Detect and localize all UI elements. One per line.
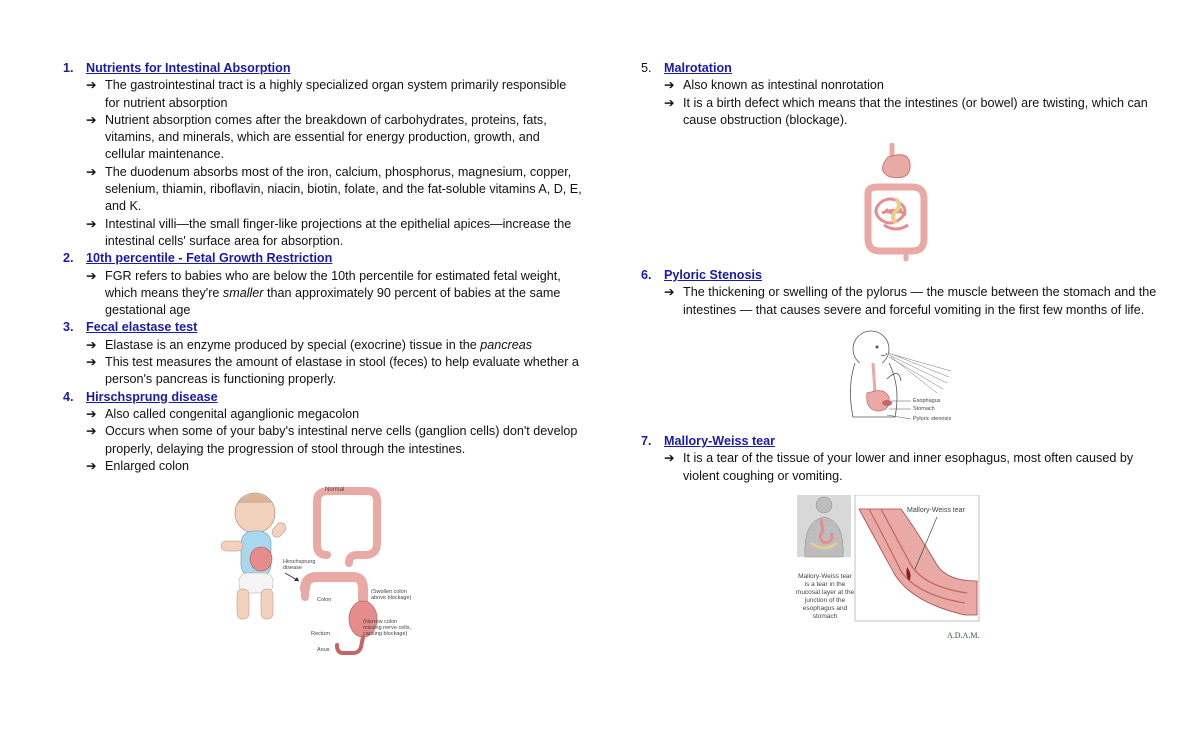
arrow-icon: ➔	[86, 216, 97, 231]
section-title-link[interactable]: Hirschsprung disease	[86, 389, 218, 404]
hirschsprung-figure	[213, 485, 413, 655]
bullet-item	[641, 450, 1161, 485]
section-number: 2.	[63, 251, 74, 266]
bullet-item	[641, 77, 1161, 94]
arrow-icon: ➔	[86, 424, 97, 439]
label-pyloric-stenosis: Pyloric stenosis	[913, 416, 952, 423]
mallory-weiss-title: Mallory-Weiss tear	[907, 506, 965, 514]
section-number: 7.	[641, 434, 652, 449]
section-number: 5.	[641, 61, 652, 75]
section-title-link[interactable]: Mallory-Weiss tear	[664, 434, 776, 449]
label-stomach: Stomach	[913, 406, 935, 413]
bullet-text: Also known as intestinal nonrotation	[683, 78, 884, 93]
arrow-icon: ➔	[664, 78, 675, 93]
bullet-text: Intestinal villi—the small finger-like projections at the epithelial apices—increase the intestinal cells' surface area for absorption.	[105, 216, 572, 248]
arrow-icon: ➔	[664, 285, 675, 300]
arrow-icon: ➔	[86, 268, 97, 283]
bullet-text: It is a birth defect which means that the intestines (or bowel) are twisting, which can cause obstruction (blockage).	[683, 95, 1148, 127]
bullet-item	[63, 216, 583, 251]
arrow-icon: ➔	[86, 164, 97, 179]
bullet-item	[63, 406, 583, 423]
bullet-emphasis: pancreas	[480, 337, 533, 352]
pyloric-stenosis-figure	[837, 327, 957, 427]
bullet-item	[63, 77, 583, 112]
section-4	[63, 389, 583, 475]
bullet-text: Nutrient absorption comes after the breakdown of carbohydrates, proteins, fats, vitamins, and minerals, which are essential for energy production, growth, and cellular maintenance.	[105, 112, 547, 162]
section-6	[641, 267, 1161, 319]
adam-logo: A.D.A.M.	[947, 630, 980, 640]
bullet-emphasis: smaller	[222, 285, 264, 300]
bullet-text: It is a tear of the tissue of your lower and inner esophagus, most often caused by violent coughing or vomiting.	[683, 451, 1134, 483]
pyloric-stenosis-illustration	[837, 327, 957, 427]
section-number: 6.	[641, 268, 652, 283]
section-number: 4.	[63, 389, 74, 404]
section-5	[641, 60, 1161, 129]
malrotation-illustration	[846, 143, 946, 261]
section-1	[63, 60, 583, 250]
right-column	[641, 60, 1161, 647]
arrow-icon: ➔	[86, 355, 97, 370]
section-number: 1.	[63, 61, 74, 75]
bullet-item	[63, 268, 583, 320]
label-swollen: (Swollen colon above blockage)	[371, 589, 412, 602]
bullet-text: Occurs when some of your baby's intestinal nerve cells (ganglion cells) don't develop properly, delaying the progression of stool through the intestines.	[105, 424, 578, 456]
section-title-link[interactable]: 10th percentile - Fetal Growth Restriction	[86, 251, 333, 266]
label-rectum: Rectum	[311, 631, 330, 638]
bullet-text: Elastase is an enzyme produced by special (exocrine) tissue in the	[105, 337, 481, 352]
section-2	[63, 250, 583, 319]
section-title-link[interactable]: Nutrients for Intestinal Absorption	[86, 61, 291, 75]
label-colon: Colon	[317, 597, 332, 604]
bullet-text: This test measures the amount of elastase in stool (feces) to help evaluate whether a person's pancreas is functioning properly.	[105, 355, 579, 387]
bullet-item	[63, 164, 583, 216]
bullet-text: Also called congenital aganglionic megacolon	[105, 406, 360, 421]
mallory-weiss-figure	[797, 495, 987, 647]
left-column	[63, 60, 583, 655]
bullet-text: The thickening or swelling of the pylorus — the muscle between the stomach and the intestines — that causes severe and forceful vomiting in the first few months of life.	[683, 285, 1157, 317]
mallory-weiss-illustration	[797, 495, 987, 647]
label-narrow: (Narrow colon missing nerve cells, causing blockage)	[363, 619, 411, 638]
label-hirschsprung: Hirschsprung disease	[283, 559, 316, 572]
arrow-icon: ➔	[86, 78, 97, 93]
section-title-link[interactable]: Fecal elastase test	[86, 320, 198, 335]
arrow-icon: ➔	[86, 406, 97, 421]
bullet-text: than approximately 90 percent of babies at the same gestational age	[105, 285, 561, 318]
section-title-link[interactable]: Malrotation	[664, 61, 732, 75]
section-3	[63, 319, 583, 388]
arrow-icon: ➔	[86, 337, 97, 352]
section-number: 3.	[63, 320, 74, 335]
label-anus: Anus	[317, 647, 330, 654]
bullet-item	[641, 95, 1161, 130]
bullet-item	[641, 284, 1161, 319]
label-normal: Normal	[325, 487, 345, 494]
arrow-icon: ➔	[664, 451, 675, 466]
malrotation-figure	[846, 143, 946, 261]
bullet-item	[63, 337, 583, 354]
section-7	[641, 433, 1161, 485]
arrow-icon: ➔	[664, 95, 675, 110]
section-title-link[interactable]: Pyloric Stenosis	[664, 268, 762, 283]
bullet-text: Enlarged colon	[105, 458, 190, 473]
bullet-text: The gastrointestinal tract is a highly specialized organ system primarily responsible for nutrient absorption	[105, 78, 567, 110]
bullet-text: The duodenum absorbs most of the iron, calcium, phosphorus, magnesium, copper, selenium, thiamin, riboflavin, niacin, biotin, folate, and the fat-soluble vitamins A, D, E, and K.	[105, 164, 582, 214]
bullet-item	[63, 354, 583, 389]
arrow-icon: ➔	[86, 458, 97, 473]
bullet-text: FGR refers to babies who are below the 10th percentile for estimated fetal weight, which means they're	[105, 268, 561, 300]
arrow-icon: ➔	[86, 112, 97, 127]
bullet-item	[63, 458, 583, 475]
bullet-item	[63, 423, 583, 458]
label-esophagus: Esophagus	[913, 398, 941, 405]
mallory-weiss-caption: Mallory-Weiss tear is a tear in the mucosal layer at the junction of the esophagus and stomach	[795, 572, 855, 620]
bullet-item	[63, 112, 583, 164]
